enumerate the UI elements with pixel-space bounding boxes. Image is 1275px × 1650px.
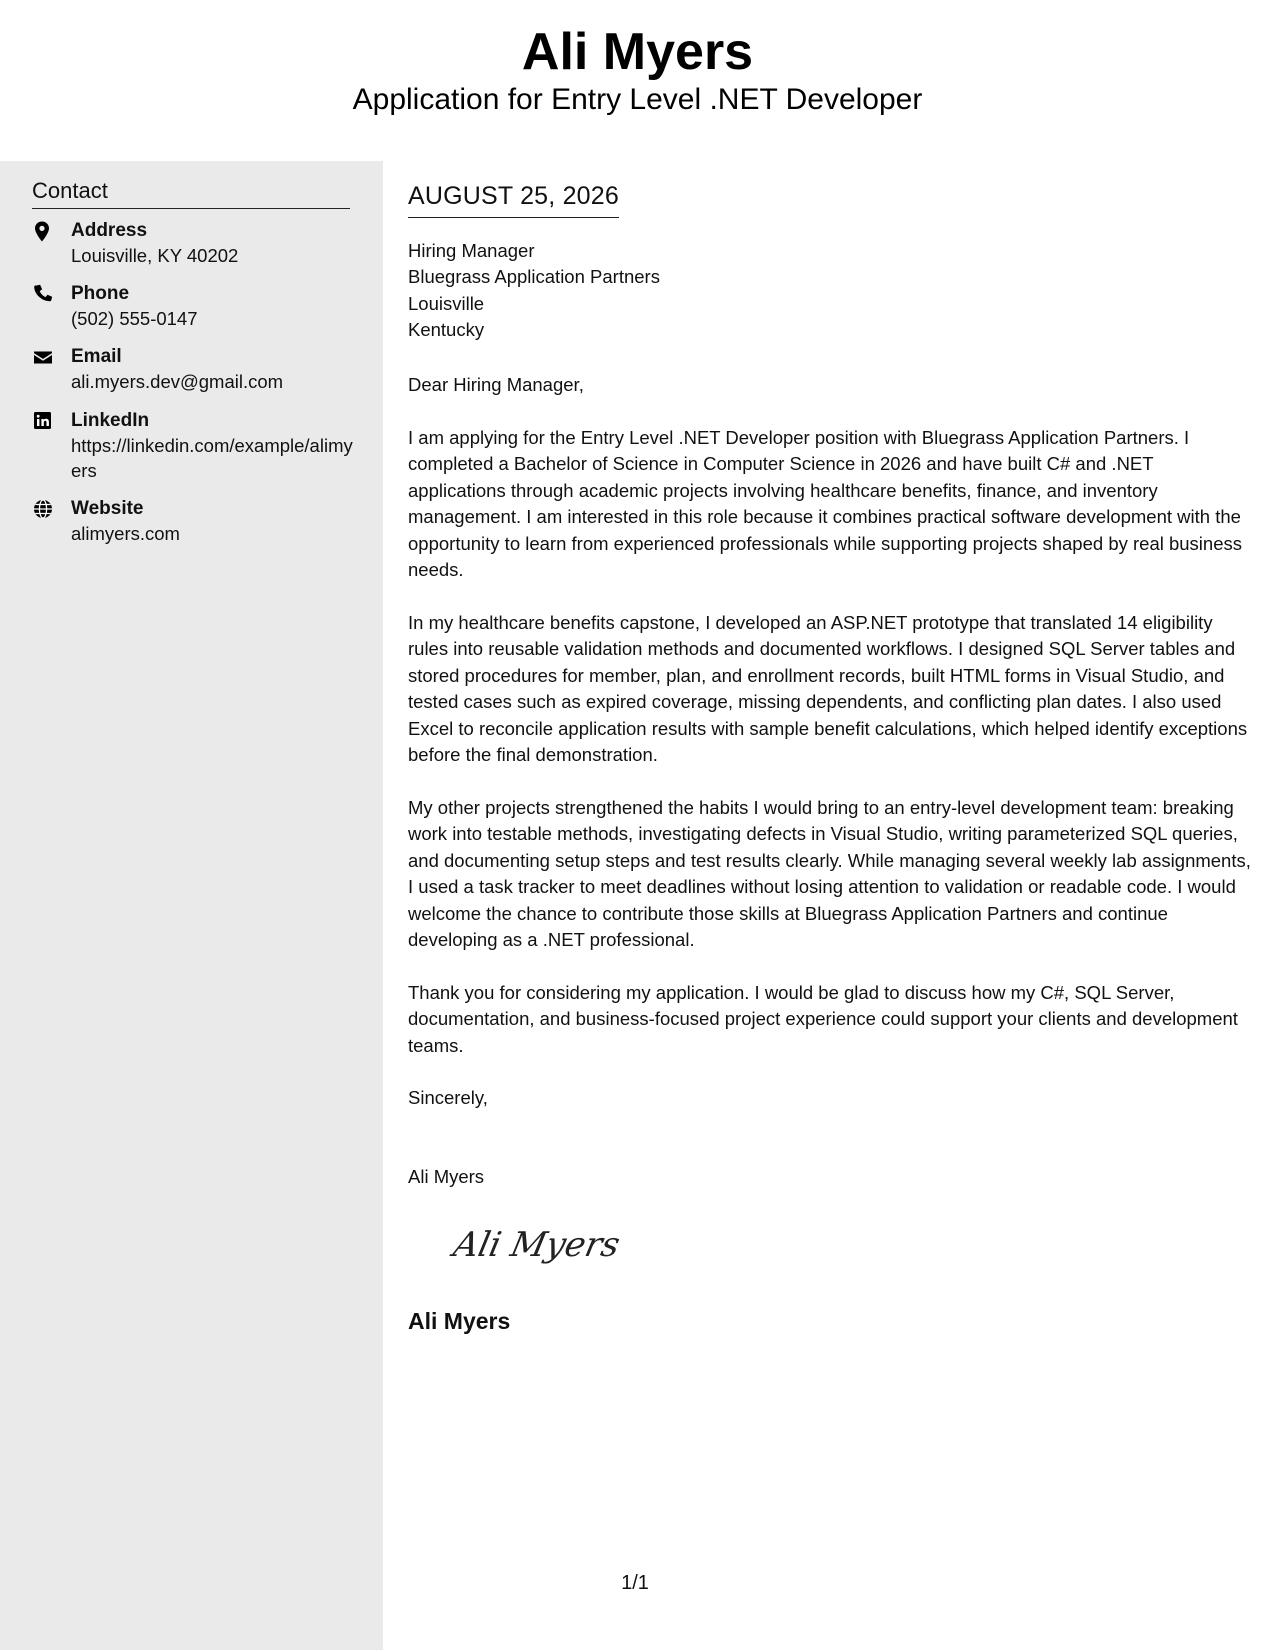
recipient-block xyxy=(408,238,660,343)
body-paragraph: I am applying for the Entry Level .NET Developer position with Bluegrass Application Partners. I completed a Bachelor of Science in Computer Science in 2026 and have built C# and .NET applications through academic projects involving healthcare benefits, finance, and inventory management. I am interested in this role because it combines practical software development with the opportunity to learn from experienced professionals while supporting projects shaped by real business needs. xyxy=(408,427,1242,581)
contact-label: Phone xyxy=(71,283,130,304)
contact-heading: Contact xyxy=(32,176,350,209)
linkedin-icon xyxy=(32,410,56,434)
envelope-icon xyxy=(32,346,56,370)
contact-label: LinkedIn xyxy=(71,410,150,431)
globe-icon xyxy=(32,498,56,522)
recipient-line: Hiring Manager xyxy=(408,240,535,261)
page-number: 1/1 xyxy=(621,1572,649,1594)
svg-text:Ali Myers: Ali Myers xyxy=(450,1225,624,1265)
salutation: Dear Hiring Manager, xyxy=(408,374,584,395)
applicant-name: Ali Myers xyxy=(521,23,754,81)
address-value: Louisville, KY 40202 xyxy=(71,245,239,266)
contact-label: Website xyxy=(71,498,144,519)
contact-label: Address xyxy=(71,220,148,241)
signed-name: Ali Myers xyxy=(408,1308,511,1334)
recipient-line: Louisville xyxy=(408,292,485,314)
closing-name: Ali Myers xyxy=(408,1166,485,1187)
phone-icon xyxy=(32,283,56,307)
recipient-line: Kentucky xyxy=(408,318,485,340)
body-paragraph: My other projects strengthened the habits I would bring to an entry-level development team: breaking work into testable methods, investigating defects in Visual Studio, writing parameterized SQL queries, and documenting setup steps and test results clearly. While managing several weekly lab assignments, I used a task tracker to meet deadlines without losing attention to validation or readable code. I would welcome the chance to contribute those skills at Bluegrass Application Partners and continue developing as a .NET professional. xyxy=(408,797,1251,951)
letter-date: AUGUST 25, 2026 xyxy=(408,179,619,218)
body-paragraph: Thank you for considering my application. I would be glad to discuss how my C#, SQL Server, documentation, and business-focused project experience could support your clients and development teams. xyxy=(408,982,1238,1056)
linkedin-value[interactable]: https://linkedin.com/example/alimyers xyxy=(71,435,353,481)
body-paragraph: In my healthcare benefits capstone, I developed an ASP.NET prototype that translated 14 eligibility rules into reusable validation methods and documented workflows. I designed SQL Server tables and stored procedures for member, plan, and enrollment records, built HTML forms in Visual Studio, and tested cases such as expired coverage, missing dependents, and conflicting plan dates. I also used Excel to reconcile application results with sample benefit calculations, which helped identify exceptions before the final demonstration. xyxy=(408,612,1248,766)
website-value[interactable]: alimyers.com xyxy=(71,523,180,544)
map-pin-icon xyxy=(32,220,56,244)
phone-value: (502) 555-0147 xyxy=(71,308,198,329)
letter-header xyxy=(0,0,1275,160)
handwritten-signature xyxy=(448,1218,648,1270)
application-subtitle: Application for Entry Level .NET Developer xyxy=(352,83,923,116)
recipient-line: Bluegrass Application Partners xyxy=(408,266,660,288)
email-value[interactable]: ali.myers.dev@gmail.com xyxy=(71,371,284,392)
closing: Sincerely, xyxy=(408,1087,488,1108)
contact-label: Email xyxy=(71,346,122,367)
